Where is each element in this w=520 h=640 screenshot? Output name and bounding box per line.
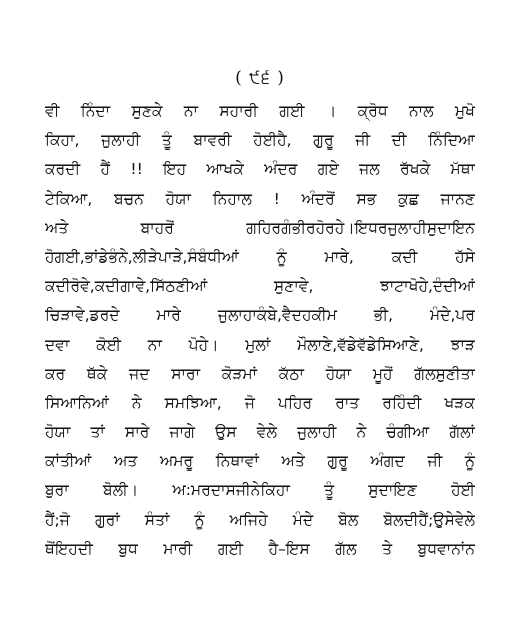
text-line: ਕਦੀਰੋਵੇ,ਕਦੀਗਾਵੇ,ਸਿੱਠਣੀਆਂ ਸੁਣਾਵੇ, ਝਾਟਾਖੋਹੇ,ਦੰਦੀਆਂ	[45, 277, 475, 296]
text-line: ਟੇਕਿਆ, ਬਚਨ ਹੋਯਾ ਨਿਹਾਲ ! ਅੰਦਰੋਂ ਸਭ ਕੁਛ ਜਾਨਣ	[45, 189, 475, 208]
body-text	[45, 97, 475, 564]
text-line: ਚਿੜਾਵੇ,ਡਰਦੇ ਮਾਰੇ ਜੁਲਾਹਾਕੰਬੇ,ਵੈਦਹਕੀਮ ਭੀ, ਮੰਦੇ,ਪਰ	[45, 306, 475, 325]
page-number: ( ੯੬ )	[235, 68, 285, 88]
text-line: ਸਿਆਨਿਆਂ ਨੇ ਸਮਝਿਆ, ਜੋ ਪਹਿਰ ਰਾਤ ਰਹਿੰਦੀ ਖੜਕ	[45, 393, 475, 412]
text-line: ਕਰਦੀ ਹੈਂ !! ਇਹ ਆਖਕੇ ਅੰਦਰ ਗਏ ਜਲ ਰੱਖਕੇ ਮੱਥਾ	[45, 160, 475, 179]
text-line: ਦਵਾ ਕੋਈ ਨਾ ਪੋਹੇ। ਮੁਲਾਂ ਮੌਲਾਣੇ,ਵੱਡੇਵੱਡੇਸਿਆਣੇ, ਝਾੜ	[45, 335, 475, 354]
text-line: ਕਰ ਥੱਕੇ ਜਦ ਸਾਰਾ ਕੋੜਮਾਂ ਕੱਠਾ ਹੋਯਾ ਮੂਹੋਂ ਗੱਲਸੁਣੀਤਾ	[45, 364, 475, 383]
text-line: ਹੈਂ;ਜੋ ਗੁਰਾਂ ਸੰਤਾਂ ਨੂੰ ਅਜਿਹੇ ਮੰਦੇ ਬੋਲ ਬੋਲਦੀਹੈਂ;ਉਸੇਵੇਲੇ	[45, 510, 475, 529]
text-line: ਅਤੇ ਬਾਹਰੋਂ ਗਹਿਰਗੰਭੀਰਹੋਰਹੇ।ਇਧਰਜੁਲਾਹੀਸੁਦਾਇਨ	[45, 218, 475, 237]
text-line: ਵੀ ਨਿੰਦਾ ਸੁਣਕੇ ਨਾ ਸਹਾਰੀ ਗਈ । ਕ੍ਰੋਧ ਨਾਲ ਮੁਖੋ	[45, 102, 475, 120]
text-line: ਥੋਂਇਹਦੀ ਬੁਧ ਮਾਰੀ ਗਈ ਹੈ–ਇਸ ਗੱਲ ਤੇ ਬੁਧਵਾਨਾਂਨ	[45, 539, 475, 558]
text-line: ਬੁਰਾ ਬੋਲੀ। ਅ:ਮਰਦਾਸਜੀਨੇਕਿਹਾ ਤੂੰ ਸੁਦਾਇਣ ਹੋਈ	[45, 481, 475, 500]
text-line: ਕਿਹਾ, ਜੁਲਾਹੀ ਤੂੰ ਬਾਵਰੀ ਹੋਈਹੈ, ਗੁਰੂ ਜੀ ਦੀ ਨਿੰਦਿਆ	[45, 131, 475, 150]
text-line: ਹੋਯਾ ਤਾਂ ਸਾਰੇ ਜਾਗੇ ਉਸ ਵੇਲੇ ਜੁਲਾਹੀ ਨੇ ਚੰਗੀਆ ਗੱਲਾਂ	[45, 423, 475, 442]
text-line: ਕਾਂਤੀਆਂ ਅਤ ਅਮਰੂ ਨਿਥਾਵਾਂ ਅਤੇ ਗੁਰੂ ਅੰਗਦ ਜੀ ਨੂੰ	[45, 452, 475, 471]
text-line: ਹੋਗਈ,ਭਾਂਡੇਭੰਨੇ,ਲੀੜੇਪਾੜੇ,ਸੰਬੰਧੀਆਂ ਨੂੰ ਮਾਰੇ, ਕਦੀ ਹੱਸੇ	[45, 247, 475, 266]
